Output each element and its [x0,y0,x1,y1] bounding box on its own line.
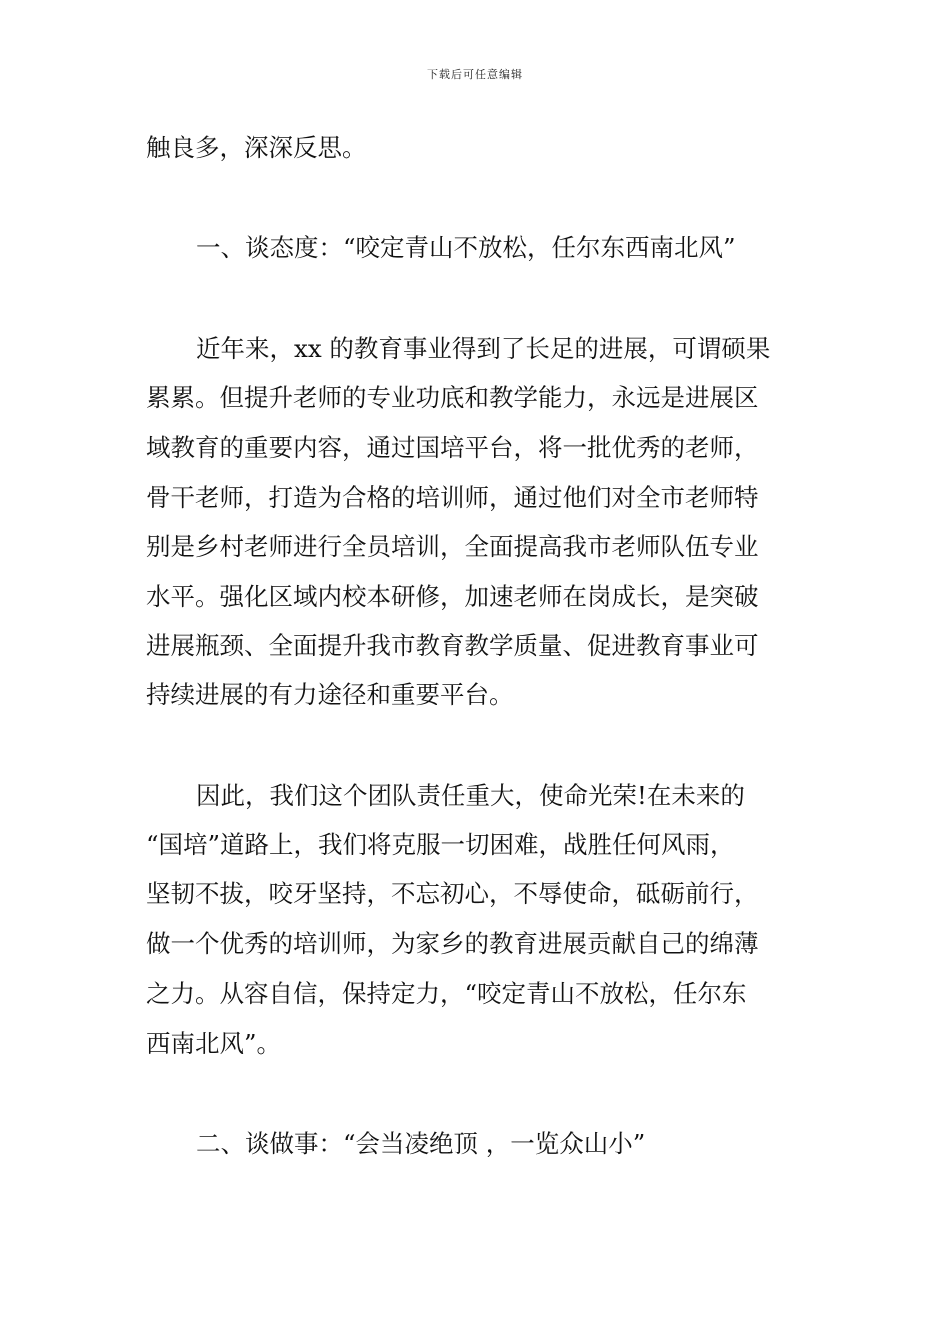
text-line: 坚韧不拔，咬牙坚持，不忘初心，不辱使命，砥砺前行， [146,879,759,908]
text-line: 触良多，深深反思。 [146,133,367,162]
section-heading: 一、谈态度：“咬定青山不放松，任尔东西南北风” [196,233,736,262]
text-line: 近年来，xx 的教育事业得到了长足的进展，可谓硕果 [196,334,771,363]
text-line: 域教育的重要内容，通过国培平台，将一批优秀的老师， [146,433,759,462]
text-line: 骨干老师，打造为合格的培训师，通过他们对全市老师特 [146,483,759,512]
text-line: 西南北风”。 [146,1029,282,1058]
text-line: 因此，我们这个团队责任重大，使命光荣!在未来的 [196,781,745,810]
text-line: 做一个优秀的培训师，为家乡的教育进展贡献自己的绵薄 [146,929,759,958]
text-line: 水平。强化区域内校本研修，加速老师在岗成长，是突破 [146,582,759,611]
text-line: 别是乡村老师进行全员培训，全面提高我市老师队伍专业 [146,532,759,561]
text-line: 之力。从容自信，保持定力，“咬定青山不放松，任尔东 [146,979,747,1008]
text-line: “国培”道路上，我们将克服一切困难，战胜任何风雨， [146,830,735,859]
text-line: 进展瓶颈、全面提升我市教育教学质量、促进教育事业可 [146,631,759,660]
section-heading: 二、谈做事：“会当凌绝顶 ，一览众山小” [196,1129,646,1158]
text-line: 累累。但提升老师的专业功底和教学能力，永远是进展区 [146,383,759,412]
text-line: 持续进展的有力途径和重要平台。 [146,680,514,709]
header-note: 下载后可任意编辑 [427,68,523,81]
